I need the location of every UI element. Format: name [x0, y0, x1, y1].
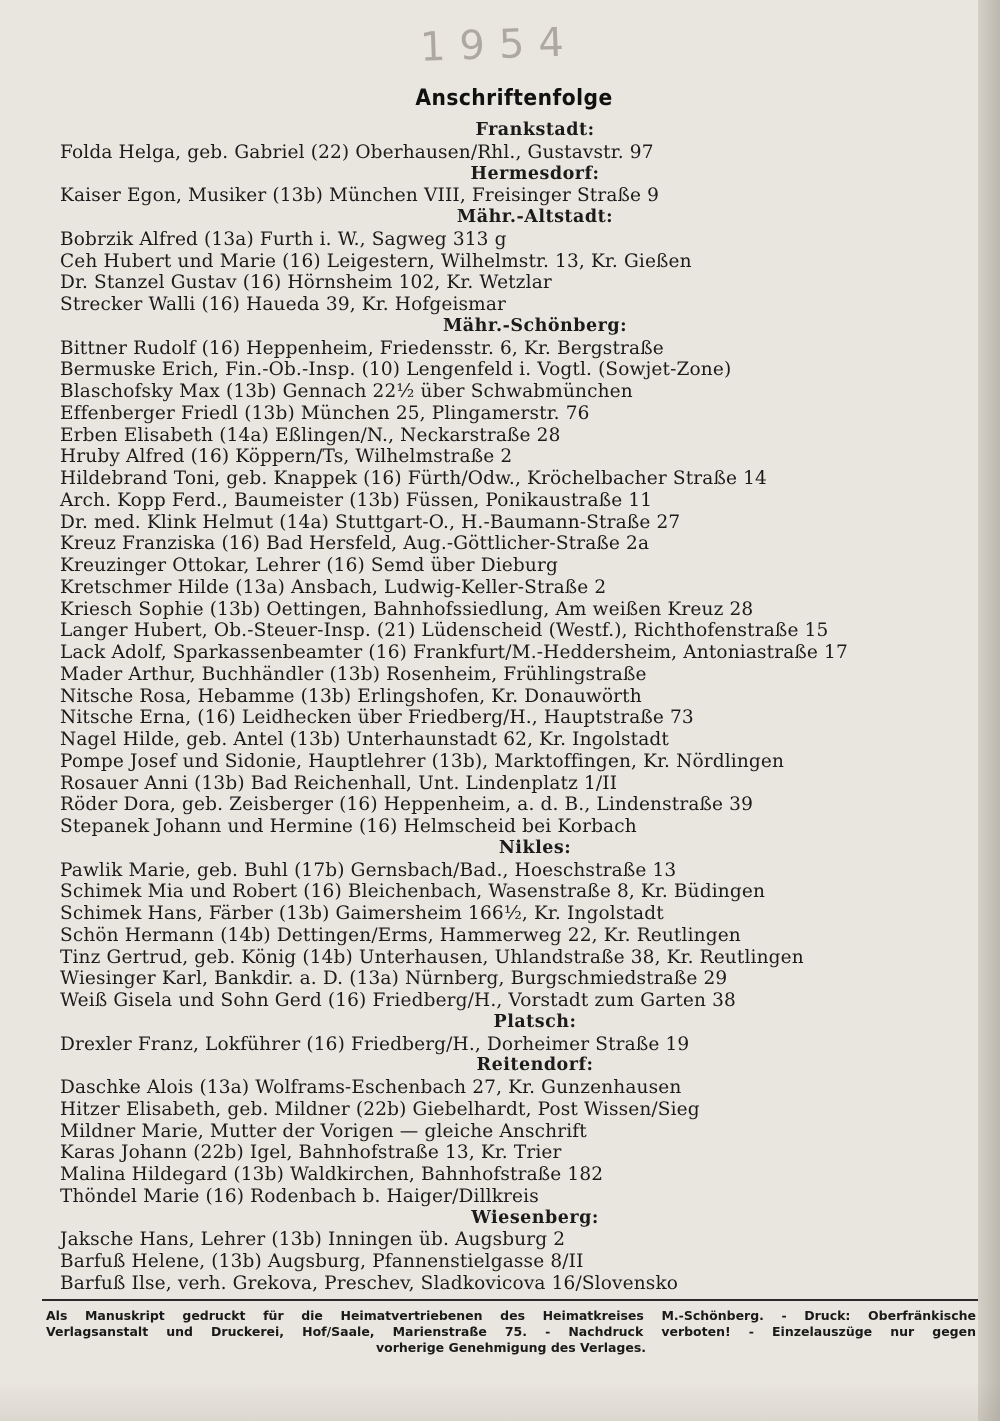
address-entry: Tinz Gertrud, geb. König (14b) Unterhausen, Uhlandstraße 38, Kr. Reutlingen: [60, 946, 804, 968]
address-entry: Strecker Walli (16) Haueda 39, Kr. Hofgeismar: [60, 294, 507, 315]
address-entry: Mildner Marie, Mutter der Vorigen — gleiche Anschrift: [60, 1120, 587, 1142]
section-heading: Wiesenberg:: [471, 1207, 599, 1228]
address-entry: Rosauer Anni (13b) Bad Reichenhall, Unt. Lindenplatz 1/II: [60, 772, 618, 794]
address-entry: Langer Hubert, Ob.-Steuer-Insp. (21) Lüdenscheid (Westf.), Richthofenstraße 15: [60, 620, 829, 642]
address-entry: Weiß Gisela und Sohn Gerd (16) Friedberg/H., Vorstadt zum Garten 38: [60, 990, 736, 1011]
address-entry: Barfuß Helene, (13b) Augsburg, Pfannenstielgasse 8/II: [60, 1251, 584, 1272]
imprint-line: Verlagsanstalt und Druckerei, Hof/Saale, Marienstraße 75. - Nachdruck verboten! - Einzelauszüge nur gegen: [46, 1324, 976, 1339]
address-entry: Hitzer Elisabeth, geb. Mildner (22b) Giebelhardt, Post Wissen/Sieg: [60, 1098, 700, 1120]
section-heading: Mähr.-Schönberg:: [442, 315, 628, 336]
address-entry: Schön Hermann (14b) Dettingen/Erms, Hammerweg 22, Kr. Reutlingen: [60, 924, 741, 946]
address-entry: Karas Johann (22b) Igel, Bahnhofstraße 13, Kr. Trier: [60, 1142, 562, 1164]
address-entry: Kreuzinger Ottokar, Lehrer (16) Semd über Dieburg: [60, 555, 558, 576]
section-heading: Frankstadt:: [475, 120, 595, 140]
address-entry: Schimek Hans, Färber (13b) Gaimersheim 166½, Kr. Ingolstadt: [60, 903, 664, 924]
address-entry: Pawlik Marie, geb. Buhl (17b) Gernsbach/Bad., Hoeschstraße 13: [60, 859, 677, 881]
address-entry: Barfuß Ilse, verh. Grekova, Preschev, Sladkovicova 16/Slovensko: [60, 1272, 679, 1294]
address-entry: Schimek Mia und Robert (16) Bleichenbach, Wasenstraße 8, Kr. Büdingen: [60, 881, 766, 903]
address-entry: Kretschmer Hilde (13a) Ansbach, Ludwig-Keller-Straße 2: [60, 576, 607, 598]
address-entry: Drexler Franz, Lokführer (16) Friedberg/H., Dorheimer Straße 19: [60, 1033, 690, 1055]
section-heading: Platsch:: [493, 1011, 577, 1032]
section-heading: Hermesdorf:: [470, 163, 600, 184]
address-entry: Pompe Josef und Sidonie, Hauptlehrer (13b), Marktoffingen, Kr. Nördlingen: [60, 750, 785, 772]
year-stamp: 1954: [419, 19, 579, 71]
address-entry: Ceh Hubert und Marie (16) Leigestern, Wilhelmstr. 13, Kr. Gießen: [60, 250, 692, 272]
address-entry: Hildebrand Toni, geb. Knappek (16) Fürth/Odw., Kröchelbacher Straße 14: [60, 468, 767, 489]
address-entry: Nitsche Erna, (16) Leidhecken über Friedberg/H., Hauptstraße 73: [60, 707, 694, 729]
address-entry: Blaschofsky Max (13b) Gennach 22½ über Schwabmünchen: [60, 381, 633, 402]
page-title: Anschriftenfolge: [415, 86, 613, 111]
section-heading: Mähr.-Altstadt:: [456, 207, 614, 227]
address-entry: Nitsche Rosa, Hebamme (13b) Erlingshofen, Kr. Donauwörth: [60, 685, 642, 707]
address-entry: Wiesinger Karl, Bankdir. a. D. (13a) Nürnberg, Burgschmiedstraße 29: [60, 968, 728, 990]
address-entry: Hruby Alfred (16) Köppern/Ts, Wilhelmstraße 2: [60, 446, 513, 468]
address-entry: Dr. med. Klink Helmut (14a) Stuttgart-O., H.-Baumann-Straße 27: [60, 511, 681, 533]
section-heading: Nikles:: [498, 837, 572, 858]
address-entry: Arch. Kopp Ferd., Baumeister (13b) Füssen, Ponikaustraße 11: [60, 489, 653, 511]
address-entry: Effenberger Friedl (13b) München 25, Plingamerstr. 76: [60, 402, 590, 424]
imprint-line: vorherige Genehmigung des Verlages.: [375, 1340, 647, 1355]
address-entry: Nagel Hilde, geb. Antel (13b) Unterhaunstadt 62, Kr. Ingolstadt: [60, 729, 669, 750]
address-entry: Jaksche Hans, Lehrer (13b) Inningen üb. Augsburg 2: [60, 1229, 566, 1251]
imprint-footer: [46, 1308, 976, 1356]
address-list: [60, 120, 920, 1295]
address-entry: Malina Hildegard (13b) Waldkirchen, Bahnhofstraße 182: [60, 1164, 604, 1185]
page-bottom-shadow: [0, 1381, 1000, 1421]
footer-divider: [42, 1299, 978, 1301]
section-heading: Reitendorf:: [476, 1055, 594, 1076]
address-entry: Bittner Rudolf (16) Heppenheim, Friedensstr. 6, Kr. Bergstraße: [60, 337, 664, 359]
address-entry: Kreuz Franziska (16) Bad Hersfeld, Aug.-Göttlicher-Straße 2a: [60, 533, 650, 555]
imprint-line: Als Manuskript gedruckt für die Heimatvertriebenen des Heimatkreises M.-Schönberg. - Druck: Oberfränkische: [46, 1308, 976, 1323]
address-entry: Stepanek Johann und Hermine (16) Helmscheid bei Korbach: [60, 816, 637, 837]
address-entry: Mader Arthur, Buchhändler (13b) Rosenheim, Frühlingstraße: [60, 663, 647, 685]
address-entry: Röder Dora, geb. Zeisberger (16) Heppenheim, a. d. B., Lindenstraße 39: [60, 794, 753, 816]
address-entry: Erben Elisabeth (14a) Eßlingen/N., Neckarstraße 28: [60, 424, 561, 446]
address-entry: Dr. Stanzel Gustav (16) Hörnsheim 102, Kr. Wetzlar: [60, 272, 552, 294]
address-entry: Kaiser Egon, Musiker (13b) München VIII, Freisinger Straße 9: [60, 185, 660, 207]
address-entry: Bobrzik Alfred (13a) Furth i. W., Sagweg 313 g: [60, 228, 507, 250]
address-entry: Lack Adolf, Sparkassenbeamter (16) Frankfurt/M.-Heddersheim, Antoniastraße 17: [60, 642, 848, 663]
address-entry: Thöndel Marie (16) Rodenbach b. Haiger/Dillkreis: [60, 1185, 539, 1207]
page-edge-shadow: [978, 0, 1000, 1421]
address-entry: Folda Helga, geb. Gabriel (22) Oberhausen/Rhl., Gustavstr. 97: [60, 141, 654, 163]
address-entry: Kriesch Sophie (13b) Oettingen, Bahnhofssiedlung, Am weißen Kreuz 28: [60, 598, 754, 620]
address-entry: Bermuske Erich, Fin.-Ob.-Insp. (10) Lengenfeld i. Vogtl. (Sowjet-Zone): [60, 359, 732, 381]
address-entry: Daschke Alois (13a) Wolframs-Eschenbach 27, Kr. Gunzenhausen: [60, 1077, 682, 1098]
